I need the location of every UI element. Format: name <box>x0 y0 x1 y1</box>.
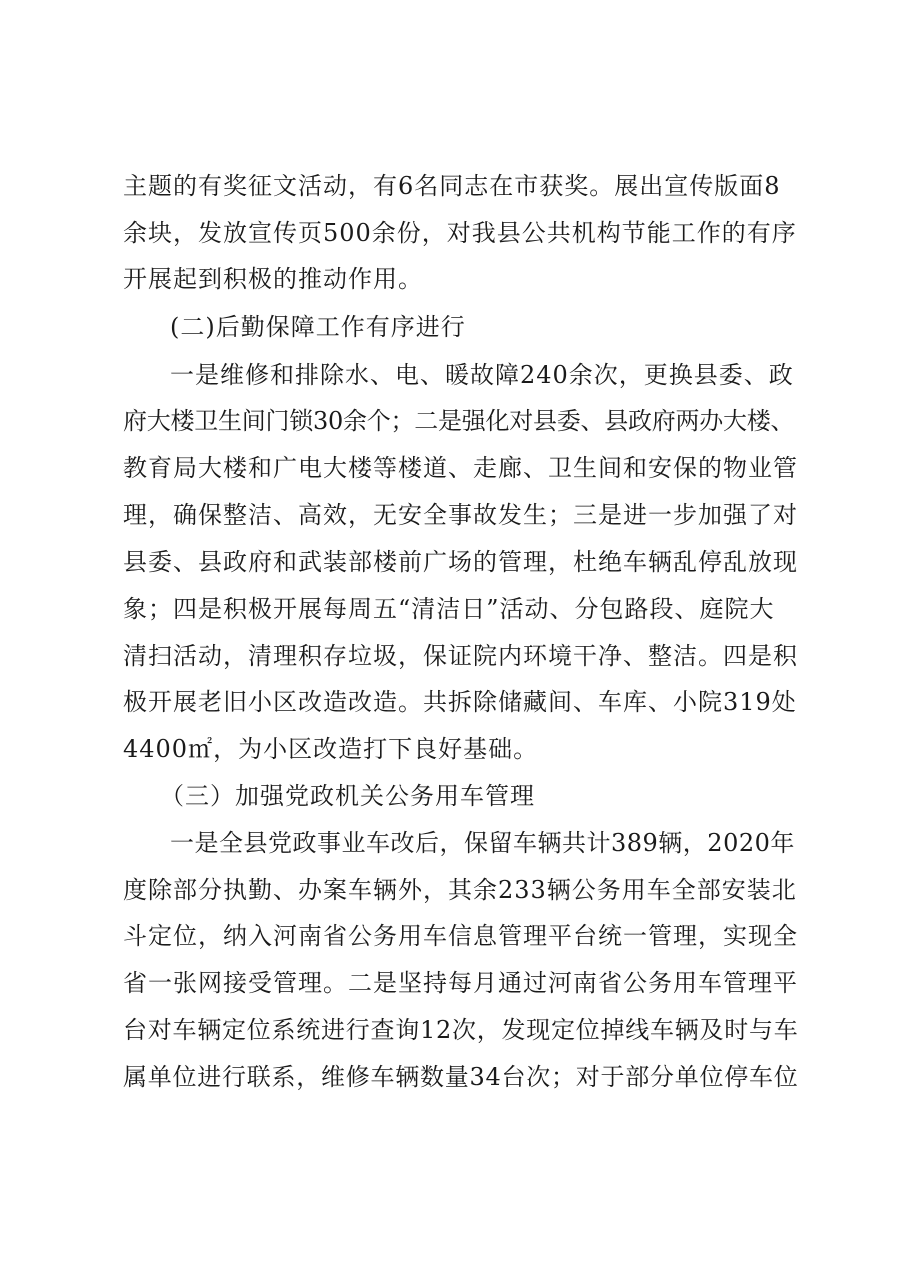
text-line: 教育局大楼和广电大楼等楼道、走廊、卫生间和安保的物业管 <box>123 454 798 482</box>
section-heading: (二)后勤保障工作有序进行 <box>170 313 466 341</box>
section-heading: （三）加强党政机关公务用车管理 <box>160 782 535 810</box>
text-line: 斗定位，纳入河南省公务用车信息管理平台统一管理，实现全 <box>123 922 798 950</box>
text-line: 象；四是积极开展每周五“清洁日”活动、分包路段、庭院大 <box>123 595 775 623</box>
text-line: 属单位进行联系，维修车辆数量34台次；对于部分单位停车位 <box>123 1063 799 1091</box>
text-line: 理，确保整洁、高效，无安全事故发生；三是进一步加强了对 <box>123 501 798 529</box>
text-line: 清扫活动，清理积存垃圾，保证院内环境干净、整洁。四是积 <box>123 642 798 670</box>
text-line: 主题的有奖征文活动，有6名同志在市获奖。展出宣传版面8 <box>123 172 781 200</box>
text-line: 度除部分执勤、办案车辆外，其余233辆公务用车全部安装北 <box>123 876 797 904</box>
text-line: 府大楼卫生间门锁30余个；二是强化对县委、县政府两办大楼、 <box>123 407 795 435</box>
text-line: 一是维修和排除水、电、暖故障240余次，更换县委、政 <box>170 361 794 389</box>
text-line: 4400㎡，为小区改造打下良好基础。 <box>123 735 539 763</box>
text-line: 一是全县党政事业车改后，保留车辆共计389辆，2020年 <box>170 829 795 857</box>
text-line: 省一张网接受管理。二是坚持每月通过河南省公务用车管理平 <box>123 969 798 997</box>
text-line: 极开展老旧小区改造改造。共拆除储藏间、车库、小院319处 <box>123 688 797 716</box>
text-line: 余块，发放宣传页500余份，对我县公共机构节能工作的有序 <box>123 219 797 247</box>
text-line: 开展起到积极的推动作用。 <box>123 265 423 293</box>
text-line: 台对车辆定位系统进行查询12次，发现定位掉线车辆及时与车 <box>123 1016 799 1044</box>
text-line: 县委、县政府和武装部楼前广场的管理，杜绝车辆乱停乱放现 <box>123 548 798 576</box>
